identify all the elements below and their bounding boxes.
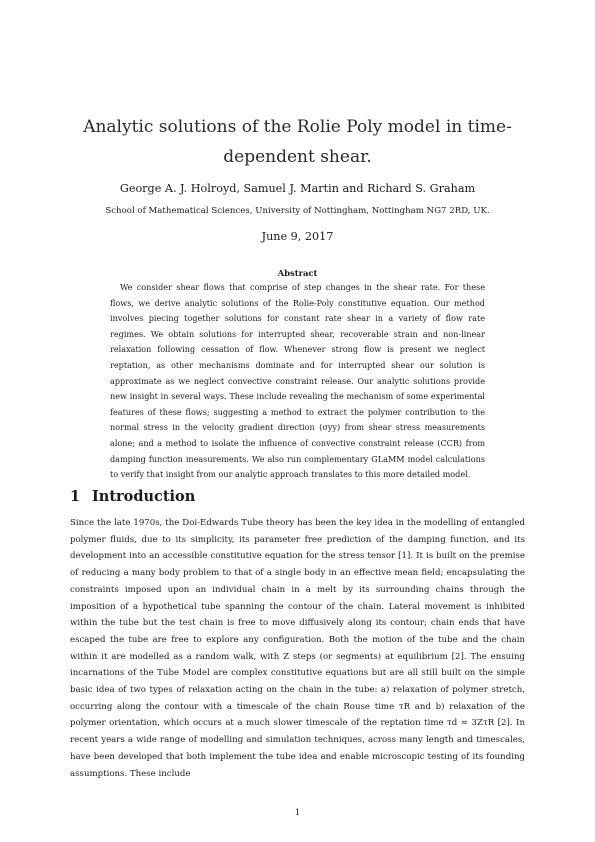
page-number: 1 [294,808,301,818]
section-heading [70,488,195,505]
introduction-paragraph: Since the late 1970s, the Doi-Edwards Tube theory has been the key idea in the modelling of entangled polymer fluids, due to its simplicity, its parameter free prediction of the damping function, and its development into an accessible constitutive equation for the stress tensor [1]. It is built on the premise of reducing a many body problem to that of a single body in an effective mean field; encapsulating the constraints imposed upon an individual chain in a melt by its surrounding chains through the imposition of a hypothetical tube spanning the contour of the chain. Lateral movement is inhibited within the tube but the test chain is free to move diffusively along its contour; chain ends that have escaped the tube are free to explore any configuration. Both the motion of the tube and the chain within it are modelled as a random walk, with Z steps (or segments) at equilibrium [2]. The ensuing incarnations of the Tube Model are complex constitutive equations but are all still built on the simple basic idea of two types of relaxation acting on the chain in the tube: a) relaxation of polymer stretch, occurring along the contour with a timescale of the chain Rouse time τR and b) relaxation of the polymer orientation, which occurs at a much slower timescale of the reptation time τd ≈ 3ZτR [2]. In recent years a wide range of modelling and simulation techniques, across many length and timescales, have been developed that both implement the tube idea and enable microscopic testing of its founding assumptions. These include [70,518,525,779]
abstract-text: We consider shear flows that comprise of step changes in the shear rate. For these flows, we derive analytic solutions of the Rolie-Poly constitutive equation. Our method involves piecing together solutions for constant rate shear in a variety of flow rate regimes. We obtain solutions for interrupted shear, recoverable strain and non-linear relaxation following cessation of flow. Whenever strong flow is present we neglect reptation, as other mechanisms dominate and for interrupted shear our solution is approximate as we neglect convective constraint release. Our analytic solutions provide new insight in several ways. These include revealing the mechanism of some experimental features of these flows; suggesting a method to extract the polymer contribution to the normal stress in the velocity gradient direction (σyy) from shear stress measurements alone; and a method to isolate the influence of convective constraint release (CCR) from damping function measurements. We also run complementary GLaMM model calculations to verify that insight from our analytic approach translates to this more detailed model. [110,282,485,480]
abstract-heading: Abstract [277,268,318,278]
paper-title: Analytic solutions of the Rolie Poly model in time-dependent shear. [83,117,512,167]
affiliation: School of Mathematical Sciences, University of Nottingham, Nottingham NG7 2RD, UK. [105,206,490,216]
section-title: Introduction [92,488,196,505]
author-list: George A. J. Holroyd, Samuel J. Martin and Richard S. Graham [119,182,476,195]
section-number: 1 [70,488,81,505]
publication-date: June 9, 2017 [261,230,334,243]
